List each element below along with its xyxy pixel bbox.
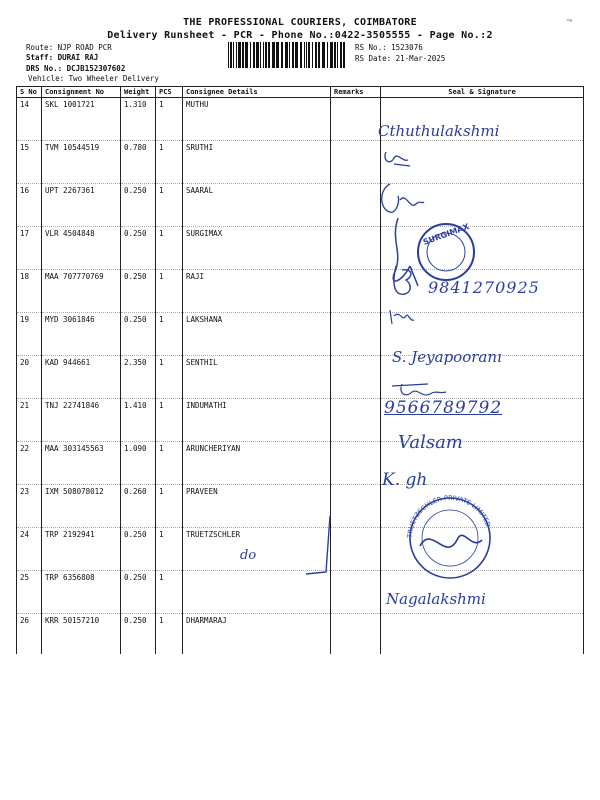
signature-cell xyxy=(381,399,584,442)
signature-cell xyxy=(381,184,584,227)
route-label: Route: NJP ROAD PCR xyxy=(26,43,112,52)
sno-cell: 22 xyxy=(17,442,42,485)
consignment-cell: VLR 4504848 xyxy=(42,227,121,270)
table-row xyxy=(17,528,584,571)
col-header-consignee: Consignee Details xyxy=(183,87,331,98)
consignment-cell: TVM 10544519 xyxy=(42,141,121,184)
signature-cell xyxy=(381,528,584,571)
consignment-cell: TRP 2192941 xyxy=(42,528,121,571)
table-row xyxy=(17,485,584,528)
signature-row22: Valsam xyxy=(398,432,463,453)
weight-cell: 0.250 xyxy=(121,227,156,270)
rs-number: RS No.: 1523076 xyxy=(355,43,423,52)
pcs-cell: 1 xyxy=(156,399,183,442)
consignment-cell: TRP 6356808 xyxy=(42,571,121,614)
sno-cell: 19 xyxy=(17,313,42,356)
phone-row21: 9566789792 xyxy=(384,398,503,418)
pcs-cell: 1 xyxy=(156,184,183,227)
signature-cell xyxy=(381,485,584,528)
weight-cell: 0.250 xyxy=(121,614,156,655)
consignment-cell: MAA 707770769 xyxy=(42,270,121,313)
sno-cell: 26 xyxy=(17,614,42,655)
pcs-cell: 1 xyxy=(156,442,183,485)
table-row xyxy=(17,399,584,442)
table-header-row xyxy=(17,87,584,98)
pcs-cell: 1 xyxy=(156,270,183,313)
signature-cell xyxy=(381,227,584,270)
consignee-cell: RAJI xyxy=(183,270,331,313)
weight-cell: 1.090 xyxy=(121,442,156,485)
col-header-remarks: Remarks xyxy=(331,87,381,98)
pcs-cell: 1 xyxy=(156,485,183,528)
weight-cell: 1.410 xyxy=(121,399,156,442)
runsheet-table xyxy=(16,86,584,654)
remarks-cell xyxy=(331,442,381,485)
consignee-cell: SURGIMAX xyxy=(183,227,331,270)
truetzschler-stamp-text: TRUETZSCHLER PRIVATE LIMITED xyxy=(405,494,493,539)
signature-cell xyxy=(381,313,584,356)
pcs-cell: 1 xyxy=(156,313,183,356)
weight-cell: 1.310 xyxy=(121,98,156,141)
weight-cell: 0.780 xyxy=(121,141,156,184)
col-header-signature: Seal & Signature xyxy=(381,87,584,98)
sno-cell: 24 xyxy=(17,528,42,571)
signature-row26: Nagalakshmi xyxy=(386,590,486,608)
document-subtitle: Delivery Runsheet - PCR - Phone No.:0422-3505555 - Page No.:2 xyxy=(107,30,493,41)
table-row xyxy=(17,614,584,655)
weight-cell: 0.260 xyxy=(121,485,156,528)
pcs-cell: 1 xyxy=(156,528,183,571)
signature-cell xyxy=(381,571,584,614)
consignment-cell: MYD 3061846 xyxy=(42,313,121,356)
table-row xyxy=(17,141,584,184)
pcs-cell: 1 xyxy=(156,571,183,614)
remarks-cell xyxy=(331,98,381,141)
pcs-cell: 1 xyxy=(156,356,183,399)
corner-mark: ¬ xyxy=(566,16,573,27)
sno-cell: 17 xyxy=(17,227,42,270)
remarks-cell xyxy=(331,571,381,614)
remarks-cell xyxy=(331,614,381,655)
consignee-cell: ARUNCHERIYAN xyxy=(183,442,331,485)
staff-label: Staff: DURAI RAJ xyxy=(26,53,99,62)
table-row xyxy=(17,270,584,313)
weight-cell: 2.350 xyxy=(121,356,156,399)
vehicle-label: Vehicle: Two Wheeler Delivery xyxy=(28,74,159,83)
col-header-consignment: Consignment No xyxy=(42,87,121,98)
col-header-weight: Weight xyxy=(121,87,156,98)
signature-cell xyxy=(381,442,584,485)
consignment-cell: TNJ 22741846 xyxy=(42,399,121,442)
signature-cell xyxy=(381,98,584,141)
consignment-cell: KRR 50157210 xyxy=(42,614,121,655)
ditto-mark-row25: do xyxy=(240,548,257,563)
consignee-cell: LAKSHANA xyxy=(183,313,331,356)
pcs-cell: 1 xyxy=(156,98,183,141)
consignment-cell: SKL 1001721 xyxy=(42,98,121,141)
phone-row18: 9841270925 xyxy=(428,278,540,297)
sno-cell: 20 xyxy=(17,356,42,399)
consignee-cell: INDUMATHI xyxy=(183,399,331,442)
table-row xyxy=(17,227,584,270)
consignee-cell xyxy=(183,571,331,614)
sno-cell: 15 xyxy=(17,141,42,184)
rs-date: RS Date: 21-Mar-2025 xyxy=(355,54,446,63)
col-header-sno: S No xyxy=(17,87,42,98)
remarks-cell xyxy=(331,141,381,184)
consignment-cell: MAA 303145563 xyxy=(42,442,121,485)
weight-cell: 0.250 xyxy=(121,313,156,356)
table-row xyxy=(17,98,584,141)
surgimax-stamp-text: SURGIMAX xyxy=(421,221,471,247)
signature-cell xyxy=(381,614,584,655)
remarks-cell xyxy=(331,227,381,270)
remarks-cell xyxy=(331,485,381,528)
consignee-cell: SENTHIL xyxy=(183,356,331,399)
document-title: THE PROFESSIONAL COURIERS, COIMBATORE xyxy=(183,17,417,28)
pcs-cell: 1 xyxy=(156,227,183,270)
weight-cell: 0.250 xyxy=(121,528,156,571)
consignment-cell: IXM 508078012 xyxy=(42,485,121,528)
signature-row14: Cthuthulakshmi xyxy=(378,122,500,140)
consignee-cell: DHARMARAJ xyxy=(183,614,331,655)
sno-cell: 23 xyxy=(17,485,42,528)
table-row xyxy=(17,571,584,614)
pcs-cell: 1 xyxy=(156,614,183,655)
consignee-cell: MUTHU xyxy=(183,98,331,141)
table-row xyxy=(17,184,584,227)
consignment-cell: KAD 944661 xyxy=(42,356,121,399)
remarks-cell xyxy=(331,270,381,313)
sno-cell: 16 xyxy=(17,184,42,227)
signature-cell xyxy=(381,356,584,399)
signature-cell xyxy=(381,141,584,184)
sno-cell: 14 xyxy=(17,98,42,141)
sno-cell: 21 xyxy=(17,399,42,442)
col-header-pcs: PCS xyxy=(156,87,183,98)
drs-label: DRS No.: DCJB152307602 xyxy=(26,64,126,73)
consignee-cell: TRUETZSCHLER xyxy=(183,528,331,571)
signature-cell xyxy=(381,270,584,313)
consignee-cell: SAARAL xyxy=(183,184,331,227)
remarks-cell xyxy=(331,184,381,227)
remarks-cell xyxy=(331,528,381,571)
signature-row23: K. gh xyxy=(382,470,428,490)
barcode-icon xyxy=(228,42,346,68)
consignment-cell: UPT 2267361 xyxy=(42,184,121,227)
weight-cell: 0.250 xyxy=(121,270,156,313)
sno-cell: 25 xyxy=(17,571,42,614)
remarks-cell xyxy=(331,356,381,399)
table-row xyxy=(17,356,584,399)
table-row xyxy=(17,313,584,356)
weight-cell: 0.250 xyxy=(121,571,156,614)
signature-row20: S. Jeyapooranı xyxy=(392,348,502,366)
consignee-cell: PRAVEEN xyxy=(183,485,331,528)
table-row xyxy=(17,442,584,485)
weight-cell: 0.250 xyxy=(121,184,156,227)
remarks-cell xyxy=(331,313,381,356)
sno-cell: 18 xyxy=(17,270,42,313)
pcs-cell: 1 xyxy=(156,141,183,184)
remarks-cell xyxy=(331,399,381,442)
consignee-cell: SRUTHI xyxy=(183,141,331,184)
